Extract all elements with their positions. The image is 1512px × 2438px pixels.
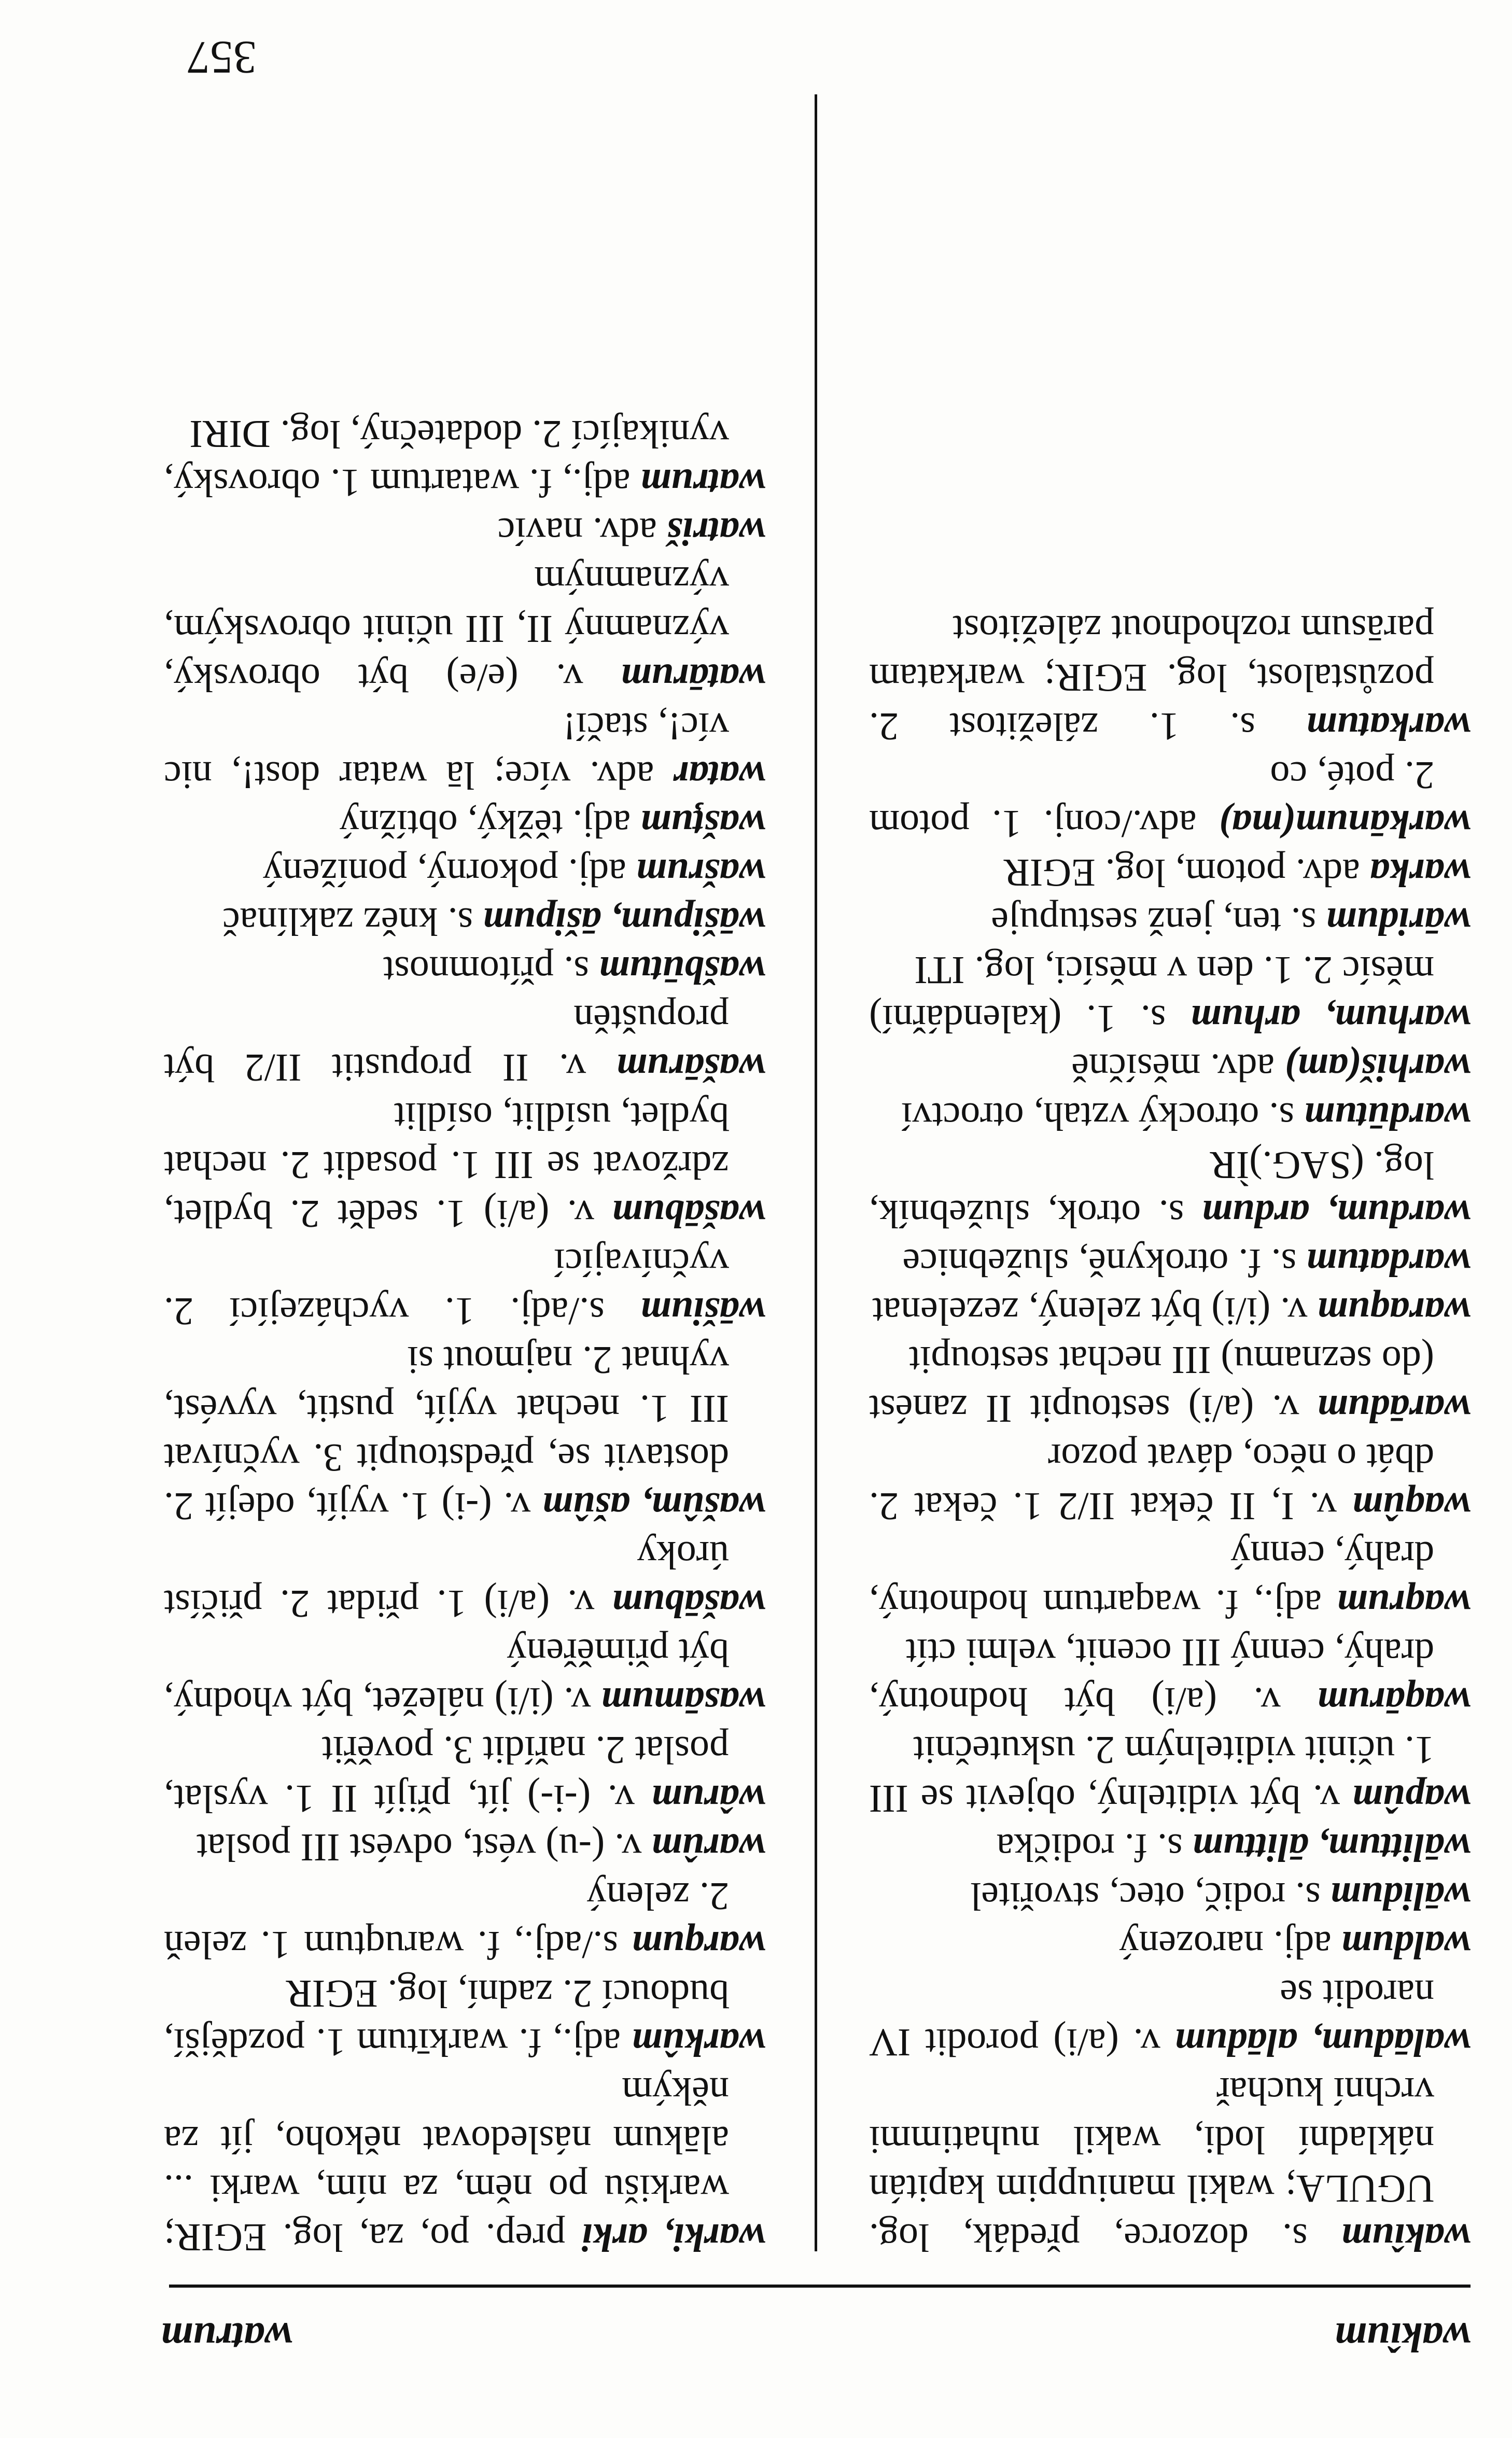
- dictionary-entry: [869, 897, 1471, 946]
- headword: wašārum: [616, 1046, 765, 1089]
- dictionary-entry: [869, 1921, 1471, 1969]
- definition: s. ten, jenž sestupuje: [991, 900, 1326, 943]
- headword: wasāmum: [601, 1679, 765, 1723]
- dictionary-entry: [869, 2067, 1471, 2262]
- headword: watriš: [666, 510, 765, 553]
- definition: s. 1. záležitost 2. pozůstalost, log. EGIR; warkatam parāsum rozhodnout záležitost: [869, 607, 1434, 748]
- definition: prep. po, za, log. EGIR; warkišu po něm, za ním, warki ... alākum následovat někoho, jít za někým: [163, 2069, 729, 2259]
- dictionary-entry: [869, 1872, 1471, 1921]
- definition: v. být viditelný, objevit se III 1. učinit viditelným 2. uskutečnit: [869, 1728, 1434, 1820]
- definition: adv. více; lā watar dost!, nic víc!, stačí!: [164, 705, 729, 797]
- headword: wašābum: [612, 1582, 765, 1626]
- dictionary-entry: [869, 946, 1471, 1043]
- headword: warka: [1369, 851, 1471, 894]
- definition: adj., f. warkītum 1. pozdější, budoucí 2. zadní, log. EGIR: [164, 1972, 729, 2064]
- definition: v. II propustit II/2 být propuštěn: [164, 997, 729, 1089]
- headword: warkatum: [1306, 705, 1471, 748]
- definition: adv./conj. 1. potom 2. poté, co: [869, 753, 1434, 846]
- definition: s. kněz zaklínač: [222, 900, 483, 943]
- dictionary-entry: [164, 410, 765, 507]
- definition: s. f. rodička: [996, 1826, 1193, 1869]
- headword: walādum, alādum: [1174, 2021, 1471, 2064]
- definition: adj., f. watartum 1. obrovský, vynikající 2. dodatečný, log. DIRI: [164, 412, 729, 505]
- definition: v. I, II čekat II/2 1. čekat 2. dbát o něco, dávat pozor: [869, 1436, 1434, 1528]
- definition: adv. navíc: [497, 510, 667, 553]
- dictionary-entry: [164, 946, 765, 994]
- definition: v. (a/i) porodit IV narodit se: [869, 1972, 1434, 2064]
- headword: warhum, arhum: [1191, 997, 1471, 1041]
- headword: wârum: [651, 1777, 765, 1820]
- dictionary-entry: [164, 1092, 765, 1238]
- definition: v. (a/i) sestoupit II zanést (do seznamu) III nechat sestoupit: [869, 1338, 1434, 1431]
- headword: waldum: [1341, 1923, 1471, 1967]
- dictionary-entry: [869, 1433, 1471, 1531]
- headword: watar: [673, 753, 765, 797]
- headword: wāšium: [640, 1290, 765, 1333]
- dictionary-entry: [869, 1287, 1471, 1336]
- definition: v. (-i) 1. vyjít, odejít 2. dostavit se, předstoupit 3. vyčnívat III 1. nechat vyjít, pustit, vyvést, vyhnat 2. najmout si: [163, 1338, 729, 1528]
- definition: s. 1. (kalendářní) měsíc 2. 1. den v měsíci, log. ITI: [869, 948, 1434, 1041]
- headword: wašbūtum: [598, 948, 765, 992]
- dictionary-entry: [869, 848, 1471, 897]
- definition: adv. potom, log. EGIR: [1003, 851, 1370, 894]
- dictionary-entry: [869, 1141, 1471, 1238]
- headword: waqrum: [1337, 1582, 1471, 1626]
- definition: v. (a/i) být hodnotný, drahý, cenný III ocenit, velmi ctít: [869, 1631, 1434, 1723]
- definition: adv. měsíčně: [1071, 1046, 1285, 1089]
- right-column: [164, 410, 765, 2262]
- headword: warādum: [1317, 1387, 1471, 1431]
- headword: waraqum: [1317, 1290, 1471, 1333]
- dictionary-entry: [869, 1969, 1471, 2067]
- headword: wardūtum: [1304, 1095, 1471, 1138]
- definition: s. rodič, otec, stvořitel: [970, 1874, 1331, 1918]
- headword: warkānum(ma): [1219, 802, 1471, 846]
- dictionary-entry: [164, 1238, 765, 1336]
- dictionary-entry: [869, 1336, 1471, 1433]
- definition: v. (-u) vést, odvést III poslat: [197, 1826, 652, 1869]
- headword: wāšipum, āšipum: [483, 900, 765, 943]
- dictionary-entry: [164, 1969, 765, 2067]
- definition: s. otrok, služebník, log. (SAG.)ÌR: [869, 1143, 1434, 1236]
- dictionary-entry: [869, 1092, 1471, 1141]
- headword: watārum: [621, 656, 765, 699]
- dictionary-entry: [164, 800, 765, 848]
- headword: warkûm: [632, 2021, 765, 2064]
- headword: warqum: [632, 1923, 765, 1967]
- dictionary-entry: [869, 1043, 1471, 1092]
- dictionary-entry: [869, 605, 1471, 751]
- definition: v. (a/i) 1. sedět 2. bydlet, zdržovat se III 1. posadit 2. nechat bydlet, usídlit, osídlit: [164, 1095, 729, 1236]
- headword: watrum: [640, 461, 765, 505]
- dictionary-entry: [164, 702, 765, 800]
- dictionary-entry: [869, 1238, 1471, 1287]
- headword: wapûm: [1352, 1777, 1471, 1820]
- dictionary-entry: [164, 1726, 765, 1823]
- definition: adj. pokorný, ponížený: [263, 851, 636, 894]
- dictionary-entry: [164, 1872, 765, 1969]
- dictionary-entry: [164, 2067, 765, 2262]
- dictionary-entry: [164, 994, 765, 1092]
- left-column: [869, 605, 1471, 2262]
- definition: adj., f. waqartum hodnotný, drahý, cenný: [869, 1533, 1434, 1626]
- definition: s. f. otrokyně, služebnice: [902, 1241, 1307, 1284]
- headword: warhiš(am): [1284, 1046, 1471, 1089]
- definition: s./adj., f. waruqtum 1. zeleň 2. zelený: [164, 1874, 729, 1967]
- dictionary-entry: [869, 751, 1471, 848]
- headword: wašrum: [636, 851, 765, 894]
- headword: wakîum: [1341, 2216, 1471, 2259]
- definition: v. (-i-) jít, přijít II 1. vyslat, poslat 2. nařídit 3. pověřit: [164, 1728, 729, 1820]
- dictionary-entry: [869, 1531, 1471, 1628]
- definition: v. (a/i) 1. přidat 2. přičíst úroky: [164, 1533, 729, 1626]
- running-head-left: wakîum: [1334, 2314, 1471, 2360]
- headword: wālidum: [1330, 1874, 1471, 1918]
- headword: warki, arki: [581, 2216, 765, 2259]
- definition: s./adj. 1. vycházející 2. vyčnívající: [164, 1241, 729, 1333]
- dictionary-entry: [164, 897, 765, 946]
- definition: s. dozorce, předák, log. UGULA; wakil maniuppim kapitán nákladní lodi, wakil nuhatimmi vrchní kuchař: [869, 2069, 1434, 2259]
- headword: wašûm, ašûm: [542, 1484, 765, 1528]
- headword: wālittum, ālittum: [1192, 1826, 1471, 1869]
- dictionary-entry: [869, 1628, 1471, 1726]
- dictionary-entry: [164, 1336, 765, 1531]
- headword: wašābum: [612, 1192, 765, 1236]
- headword: wāridum: [1326, 900, 1471, 943]
- dictionary-entry: [164, 848, 765, 897]
- dictionary-entry: [164, 507, 765, 556]
- headword: wardatum: [1306, 1241, 1471, 1284]
- running-head-right: watrum: [161, 2314, 292, 2360]
- page-number: 357: [187, 32, 257, 83]
- dictionary-entry: [164, 556, 765, 702]
- headword: waqûm: [1352, 1484, 1471, 1528]
- dictionary-entry: [164, 1823, 765, 1872]
- header-rule: [169, 2285, 1471, 2288]
- definition: adj. těžký, obtížný: [339, 802, 641, 846]
- headword: warûm: [651, 1826, 765, 1869]
- column-divider: [815, 94, 817, 2251]
- headword: waqārum: [1317, 1679, 1471, 1723]
- definition: v. (e/e) být obrovský, významný II, III učinit obrovským, významným: [164, 558, 729, 699]
- dictionary-entry: [869, 1823, 1471, 1872]
- definition: v. (i/i) být zelený, zezelenat: [872, 1290, 1318, 1333]
- dictionary-entry: [869, 1726, 1471, 1823]
- definition: v. (i/i) náležet, být vhodný, být přiměřený: [164, 1631, 729, 1723]
- headword: wašţum: [640, 802, 765, 846]
- definition: adj. narozený: [1119, 1923, 1341, 1967]
- definition: s. otrocký vztah, otroctví: [901, 1095, 1304, 1138]
- dictionary-entry: [164, 1531, 765, 1628]
- dictionary-entry: [164, 1628, 765, 1726]
- headword: wardum, ardum: [1201, 1192, 1471, 1236]
- definition: s. přítomnost: [383, 948, 599, 992]
